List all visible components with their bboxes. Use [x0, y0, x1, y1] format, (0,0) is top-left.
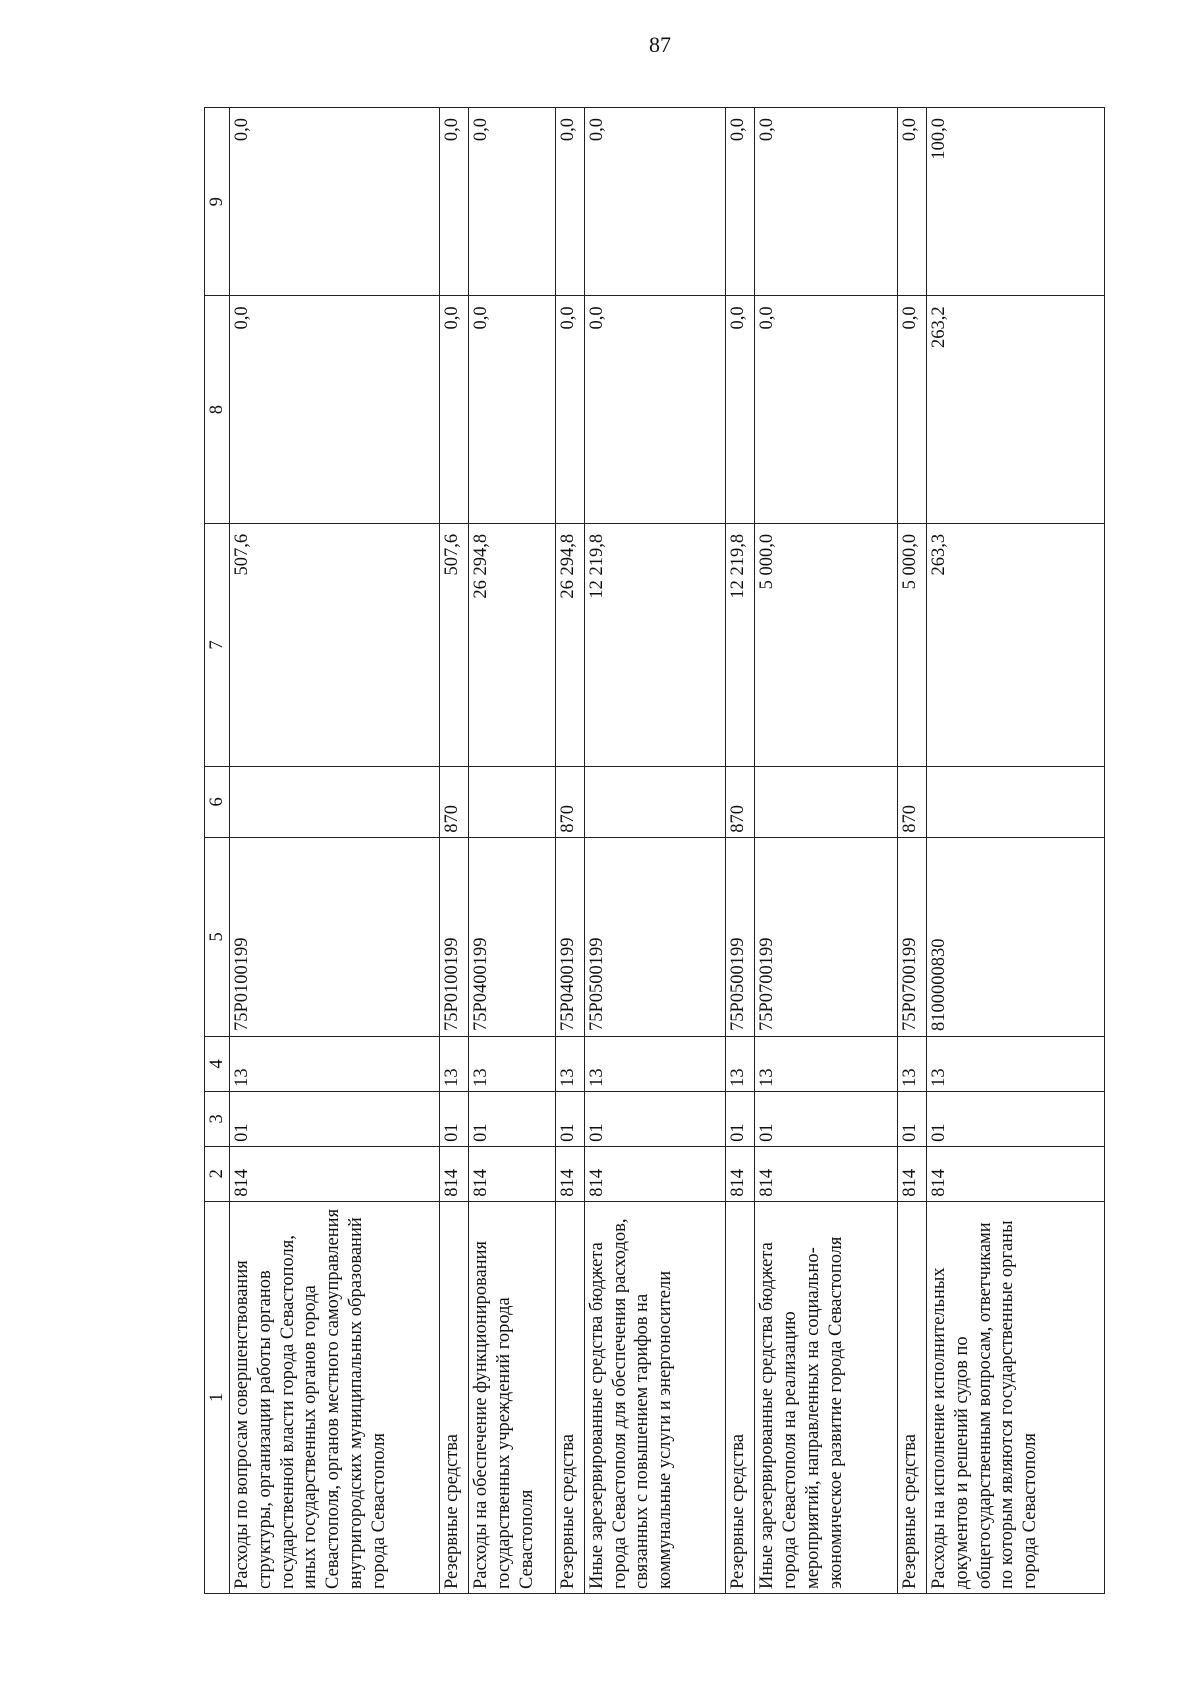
table-row	[927, 108, 1105, 1594]
row-description: Иные зарезервированные средства бюджета города Севастополя для обеспечения расходов, связанных с повышением тарифов на коммунальные услуги и энергоносители	[584, 1201, 725, 1593]
row-description: Резервные средства	[555, 1201, 584, 1593]
row-col-5: 75Р0100199	[440, 837, 469, 1036]
row-col-4: 13	[584, 1037, 725, 1092]
row-col-3: 01	[555, 1091, 584, 1146]
row-col-7: 507,6	[440, 523, 469, 766]
table-row	[584, 108, 725, 1594]
row-col-8: 0,0	[726, 296, 755, 524]
row-description: Расходы по вопросам совершенствования структуры, организации работы органов государственной власти города Севастополя, иных государственных органов города Севастополя, органов местного самоуправления внутригородских муниципальных образований города Севастополя	[230, 1201, 440, 1593]
row-col-5: 75Р0700199	[755, 837, 898, 1036]
row-col-7: 263,3	[927, 523, 1105, 766]
row-col-7: 26 294,8	[555, 523, 584, 766]
row-col-6	[230, 767, 440, 838]
row-col-4: 13	[555, 1037, 584, 1092]
header-cell-3: 3	[205, 1091, 230, 1146]
table-row	[726, 108, 755, 1594]
row-col-9: 100,0	[927, 108, 1105, 296]
header-cell-1: 1	[205, 1201, 230, 1593]
row-col-9: 0,0	[230, 108, 440, 296]
row-col-4: 13	[897, 1037, 926, 1092]
row-col-3: 01	[230, 1091, 440, 1146]
table-row	[230, 108, 440, 1594]
row-col-9: 0,0	[555, 108, 584, 296]
row-col-4: 13	[726, 1037, 755, 1092]
row-col-2: 814	[440, 1146, 469, 1201]
row-col-8: 0,0	[469, 296, 555, 524]
row-col-7: 12 219,8	[584, 523, 725, 766]
row-col-2: 814	[755, 1146, 898, 1201]
row-col-3: 01	[469, 1091, 555, 1146]
row-col-5: 75Р0400199	[469, 837, 555, 1036]
header-row	[205, 108, 230, 1594]
table-row	[755, 108, 898, 1594]
row-col-8: 0,0	[230, 296, 440, 524]
table-row	[555, 108, 584, 1594]
row-col-2: 814	[230, 1146, 440, 1201]
table-row	[440, 108, 469, 1594]
row-col-5: 75Р0500199	[726, 837, 755, 1036]
header-cell-6: 6	[205, 767, 230, 838]
row-col-9: 0,0	[897, 108, 926, 296]
header-cell-5: 5	[205, 837, 230, 1036]
row-col-8: 0,0	[897, 296, 926, 524]
table-row	[469, 108, 555, 1594]
row-description: Резервные средства	[897, 1201, 926, 1593]
row-col-3: 01	[755, 1091, 898, 1146]
row-col-3: 01	[584, 1091, 725, 1146]
row-col-9: 0,0	[440, 108, 469, 296]
row-col-8: 263,2	[927, 296, 1105, 524]
row-description: Иные зарезервированные средства бюджета города Севастополя на реализацию мероприятий, направленных на социально-экономическое развитие города Севастополя	[755, 1201, 898, 1593]
row-col-6: 870	[726, 767, 755, 838]
row-description: Расходы на обеспечение функционирования государственных учреждений города Севастополя	[469, 1201, 555, 1593]
row-col-2: 814	[584, 1146, 725, 1201]
row-col-5: 75Р0500199	[584, 837, 725, 1036]
row-col-6: 870	[897, 767, 926, 838]
row-col-9: 0,0	[469, 108, 555, 296]
row-col-7: 26 294,8	[469, 523, 555, 766]
row-col-7: 5 000,0	[755, 523, 898, 766]
row-description: Резервные средства	[726, 1201, 755, 1593]
header-cell-7: 7	[205, 523, 230, 766]
row-col-8: 0,0	[555, 296, 584, 524]
row-col-2: 814	[897, 1146, 926, 1201]
row-col-4: 13	[927, 1037, 1105, 1092]
header-cell-9: 9	[205, 108, 230, 296]
row-col-2: 814	[469, 1146, 555, 1201]
page-number: 87	[649, 32, 671, 57]
row-col-8: 0,0	[440, 296, 469, 524]
row-col-5: 75Р0400199	[555, 837, 584, 1036]
row-col-5: 75Р0100199	[230, 837, 440, 1036]
header-cell-4: 4	[205, 1037, 230, 1092]
row-col-6: 870	[555, 767, 584, 838]
budget-table	[204, 107, 1105, 1594]
row-description: Резервные средства	[440, 1201, 469, 1593]
header-cell-8: 8	[205, 296, 230, 524]
row-col-6	[584, 767, 725, 838]
rotated-table-container	[204, 107, 1105, 1594]
row-col-3: 01	[726, 1091, 755, 1146]
header-cell-2: 2	[205, 1146, 230, 1201]
row-col-5: 8100000830	[927, 837, 1105, 1036]
row-col-6	[755, 767, 898, 838]
row-col-9: 0,0	[755, 108, 898, 296]
row-col-9: 0,0	[726, 108, 755, 296]
row-col-8: 0,0	[584, 296, 725, 524]
row-col-3: 01	[897, 1091, 926, 1146]
row-col-3: 01	[927, 1091, 1105, 1146]
row-col-4: 13	[755, 1037, 898, 1092]
row-col-6	[469, 767, 555, 838]
row-col-3: 01	[440, 1091, 469, 1146]
row-col-4: 13	[469, 1037, 555, 1092]
row-col-7: 507,6	[230, 523, 440, 766]
row-col-9: 0,0	[584, 108, 725, 296]
row-col-7: 5 000,0	[897, 523, 926, 766]
row-col-6	[927, 767, 1105, 838]
row-col-4: 13	[440, 1037, 469, 1092]
row-col-5: 75Р0700199	[897, 837, 926, 1036]
row-col-2: 814	[555, 1146, 584, 1201]
row-description: Расходы на исполнение исполнительных документов и решений судов по общегосударственным вопросам, ответчиками по которым являются государственные органы города Севастополя	[927, 1201, 1105, 1593]
row-col-7: 12 219,8	[726, 523, 755, 766]
row-col-4: 13	[230, 1037, 440, 1092]
table-row	[897, 108, 926, 1594]
row-col-6: 870	[440, 767, 469, 838]
row-col-2: 814	[927, 1146, 1105, 1201]
row-col-2: 814	[726, 1146, 755, 1201]
row-col-8: 0,0	[755, 296, 898, 524]
